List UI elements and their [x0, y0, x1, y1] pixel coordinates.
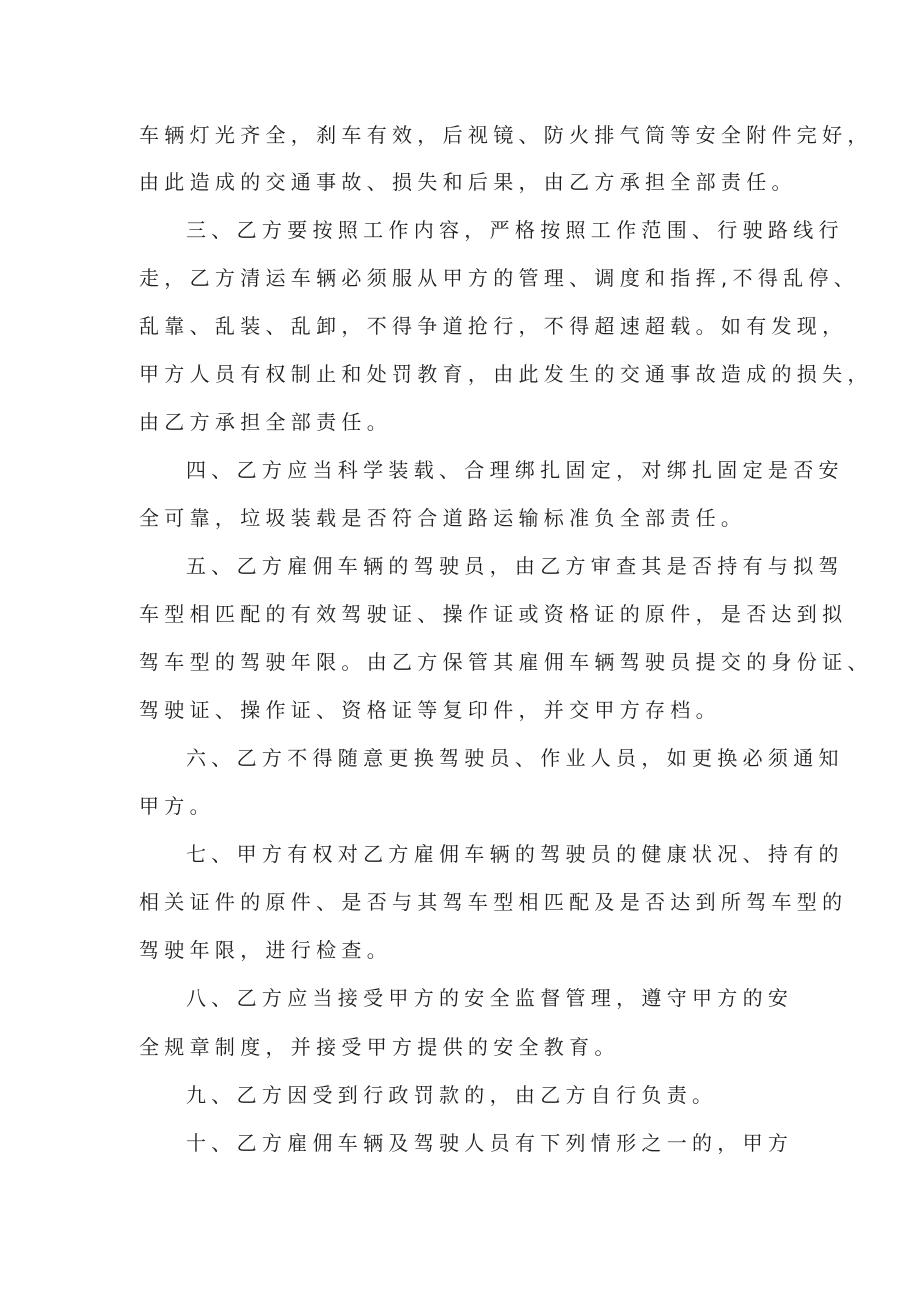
clause-5-line-2: 车型相匹配的有效驾驶证、操作证或资格证的原件，是否达到拟 [139, 602, 848, 626]
paragraph-line-2: 由此造成的交通事故、损失和后果，由乙方承担全部责任。 [139, 170, 797, 194]
clause-9-line-1: 九、乙方因受到行政罚款的，由乙方自行负责。 [186, 1083, 718, 1107]
clause-8-line-1: 八、乙方应当接受甲方的安全监督管理，遵守甲方的安 [186, 986, 794, 1010]
clause-7-line-3: 驾驶年限，进行检查。 [139, 938, 392, 962]
clause-5-line-4: 驾驶证、操作证、资格证等复印件，并交甲方存档。 [139, 698, 721, 722]
clause-3-line-3: 乱靠、乱装、乱卸，不得争道抢行，不得超速超载。如有发现， [139, 314, 848, 338]
clause-7-line-2: 相关证件的原件、是否与其驾车型相匹配及是否达到所驾车型的 [139, 890, 848, 914]
clause-5-line-1: 五、乙方雇佣车辆的驾驶员，由乙方审查其是否持有与拟驾 [186, 554, 844, 578]
clause-3-line-4: 甲方人员有权制止和处罚教育，由此发生的交通事故造成的损失， [139, 362, 873, 386]
clause-8-line-2: 全规章制度，并接受甲方提供的安全教育。 [139, 1035, 620, 1059]
clause-3-line-5: 由乙方承担全部责任。 [139, 410, 392, 434]
paragraph-line-1: 车辆灯光齐全，刹车有效，后视镜、防火排气筒等安全附件完好， [139, 123, 873, 147]
clause-10-line-1: 十、乙方雇佣车辆及驾驶人员有下列情形之一的，甲方 [186, 1131, 794, 1155]
clause-3-line-1: 三、乙方要按照工作内容，严格按照工作范围、行驶路线行 [186, 218, 844, 242]
clause-6-line-2: 甲方。 [139, 794, 215, 818]
clause-6-line-1: 六、乙方不得随意更换驾驶员、作业人员，如更换必须通知 [186, 746, 844, 770]
clause-5-line-3: 驾车型的驾驶年限。由乙方保管其雇佣车辆驾驶员提交的身份证、 [139, 650, 873, 674]
clause-4-line-1: 四、乙方应当科学装载、合理绑扎固定，对绑扎固定是否安 [186, 458, 844, 482]
clause-7-line-1: 七、甲方有权对乙方雇佣车辆的驾驶员的健康状况、持有的 [186, 842, 844, 866]
clause-3-line-2: 走，乙方清运车辆必须服从甲方的管理、调度和指挥,不得乱停、 [139, 266, 860, 290]
clause-4-line-2: 全可靠，垃圾装载是否符合道路运输标准负全部责任。 [139, 506, 747, 530]
